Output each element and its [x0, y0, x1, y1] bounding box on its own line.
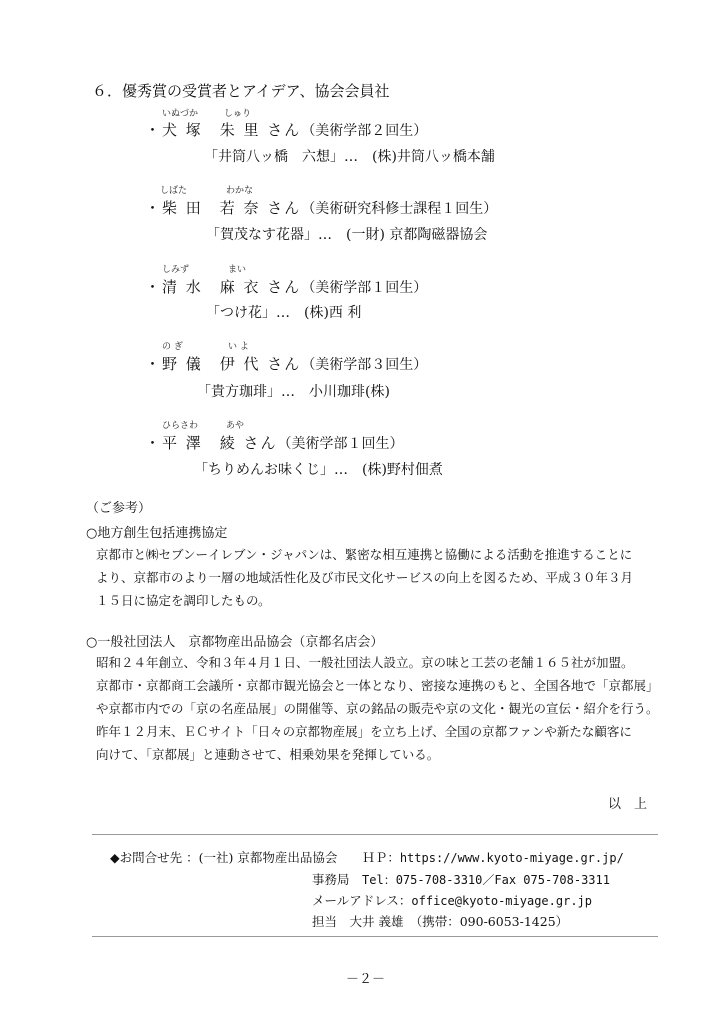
- contact-label: ◆お問合せ先 ：(一社) 京都物産出品協会 ＨＰ：: [110, 850, 400, 865]
- contact-line-mail: [312, 891, 592, 909]
- ruby-given-name: まい: [228, 265, 247, 275]
- body-line: 昨年１２月末、ＥＣサイト「日々の京都物産展」を立ち上げ、全国の京都ファンや新たな顧客に: [96, 724, 632, 739]
- ruby-surname: いぬづか: [162, 109, 199, 119]
- office-phone-fax: Tel：075-708-3310／Fax 075-708-3311: [362, 873, 610, 887]
- section1-title: ○地方創生包括連携協定: [86, 526, 228, 541]
- homepage-link[interactable]: https://www.kyoto-miyage.gr.jp/: [399, 851, 624, 865]
- awardee-idea: 「つけ花」… (株)西 利: [206, 305, 362, 321]
- body-line: 京都市・京都商工会議所・京都市観光協会と一体となり、密接な連携のもと、全国各地で「京都展」: [96, 678, 659, 693]
- awardee-name: [145, 432, 404, 453]
- section-heading: ６．優秀賞の受賞者とアイデア、協会会員社: [92, 82, 390, 100]
- awardee-dept: （美術学部２回生）: [301, 123, 428, 139]
- awardee-dept: （美術学部３回生）: [301, 357, 428, 373]
- ruby-surname: の ぎ: [162, 342, 183, 352]
- contact-line-hp: [110, 848, 624, 866]
- awardee-name-text: ・清 水 麻 衣 さん: [145, 278, 302, 296]
- awardee-name-text: ・野 儀 伊 代 さん: [145, 355, 302, 373]
- body-line: １５日に協定を調印したもの。: [96, 593, 271, 608]
- awardee-idea: 「賀茂なす花器」… (一財) 京都陶磁器協会: [206, 227, 488, 243]
- section2-body: [96, 651, 659, 766]
- body-line: や京都市内での「京の名産品展」の開催等、京の銘品の販売や京の文化・観光の宣伝・紹介を行う。: [96, 701, 659, 716]
- ruby-given-name: わかな: [226, 186, 254, 196]
- awardee-name-text: ・犬 塚 朱 里 さん: [145, 121, 302, 139]
- ruby-given-name: あや: [226, 421, 245, 431]
- ruby-surname: ひらさわ: [162, 421, 199, 431]
- awardee-dept: （美術学部１回生）: [301, 280, 428, 296]
- page-number: －２－: [346, 972, 386, 987]
- section1-body: [96, 543, 633, 612]
- awardee-dept: （美術学部１回生）: [277, 436, 404, 452]
- awardee-name: [145, 119, 427, 140]
- awardee-name: [145, 353, 427, 374]
- body-line: 京都市と㈱セブンーイレブン・ジャパンは、緊密な相互連携と協働による活動を推進することに: [96, 547, 633, 562]
- body-line: より、京都市のより一層の地域活性化及び市民文化サービスの向上を図るため、平成３０年３月: [96, 570, 634, 585]
- awardee-name-text: ・柴 田 若 奈 さん: [145, 199, 302, 217]
- closing-mark: 以 上: [608, 797, 648, 812]
- awardee-idea: 「ちりめんお味くじ」… (株)野村佃煮: [194, 462, 443, 478]
- email-link[interactable]: office@kyoto-miyage.gr.jp: [411, 894, 593, 908]
- contact-line-office: [312, 870, 610, 888]
- body-line: 昭和２４年創立、令和３年４月１日、一般社団法人設立。京の味と工芸の老舗１６５社が加盟。: [96, 655, 634, 670]
- awardee-name: [145, 276, 427, 297]
- contact-person: 担当 大井 義雄 （携帯：090-6053-1425）: [312, 914, 569, 929]
- awardee-name-text: ・平 澤 綾 さん: [145, 434, 278, 452]
- ruby-surname: しばた: [160, 186, 188, 196]
- contact-divider-bottom: [92, 936, 658, 937]
- ruby-surname: しみず: [162, 265, 190, 275]
- mail-label: メールアドレス：: [312, 893, 412, 908]
- ruby-given-name: しゅり: [224, 109, 252, 119]
- reference-label: （ご参考）: [86, 501, 152, 516]
- contact-divider-top: [92, 834, 658, 835]
- section2-title: ○一般社団法人 京都物産出品協会（京都名店会）: [86, 635, 384, 650]
- body-line: 向けて、「京都展」と連動させて、相乗効果を発揮している。: [96, 747, 440, 762]
- ruby-given-name: い よ: [228, 342, 249, 352]
- awardee-idea: 「貴方珈琲」… 小川珈琲(株): [197, 384, 390, 400]
- office-label: 事務局: [312, 872, 363, 887]
- awardee-idea: 「井筒八ッ橋 六想」… (株)井筒八ッ橋本舗: [204, 149, 495, 165]
- awardee-name: [145, 197, 497, 218]
- awardee-dept: （美術研究科修士課程１回生）: [301, 201, 498, 217]
